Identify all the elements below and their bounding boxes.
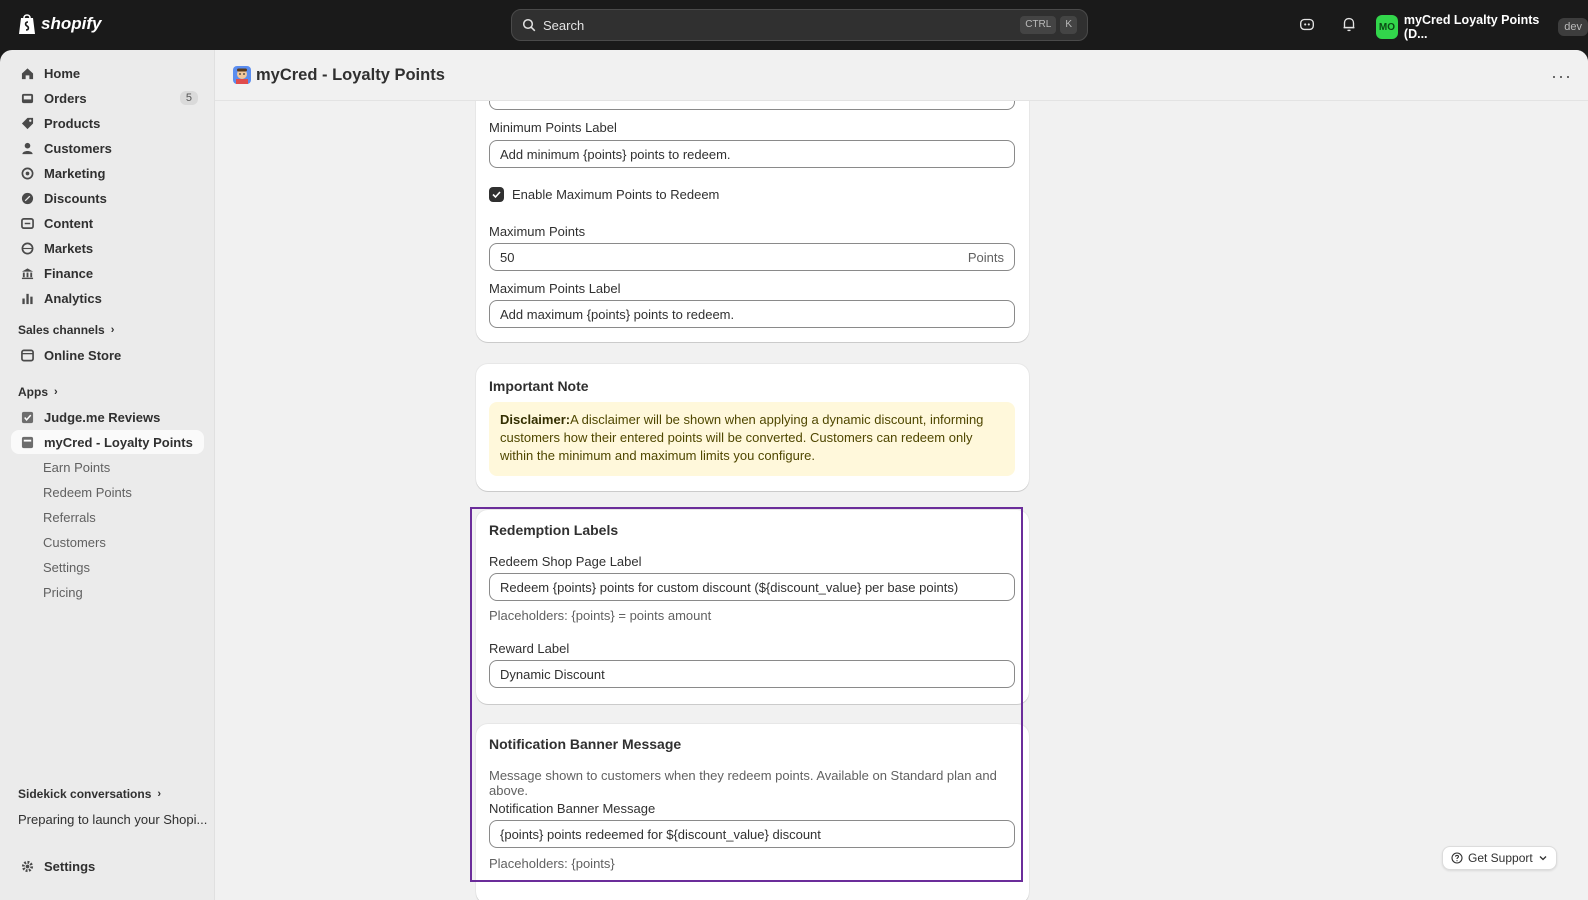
reward-label-input[interactable] (489, 660, 1015, 688)
shop-label-help: Placeholders: {points} = points amount (489, 608, 712, 623)
important-note-card (476, 364, 1029, 491)
sidebar (0, 50, 215, 900)
chevron-right-icon: › (110, 324, 115, 336)
subnav-referrals[interactable]: Referrals (43, 510, 96, 525)
chart-icon (20, 291, 34, 305)
person-icon (20, 141, 34, 155)
env-badge: dev (1558, 18, 1588, 36)
sidebar-item-label: Content (44, 215, 94, 231)
max-points-field-label: Maximum Points (489, 224, 586, 239)
target-icon (20, 166, 34, 180)
disclaimer-text: A disclaimer will be shown when applying a dynamic discount, informing customers how their entered points will be converted. Customers can redeem only within the minimum and maximum limits you configure. (500, 412, 984, 463)
sidebar-item-label: Analytics (44, 290, 102, 306)
search-icon (522, 18, 536, 32)
shopify-bag-icon (17, 12, 37, 36)
notification-banner-input[interactable] (489, 820, 1015, 848)
subnav-redeem-points[interactable]: Redeem Points (43, 485, 132, 500)
chevron-right-icon: › (54, 386, 58, 398)
card-title: Notification Banner Message (489, 736, 682, 752)
main-content (215, 50, 1588, 900)
notification-banner-card (476, 724, 1029, 900)
sidebar-item-discounts[interactable] (11, 186, 204, 210)
sidekick-icon[interactable] (1298, 15, 1318, 35)
sidebar-item-label: Judge.me Reviews (44, 409, 161, 425)
get-support-label: Get Support (1468, 851, 1533, 865)
sales-channels-header[interactable] (18, 323, 114, 337)
min-label-field-label: Minimum Points Label (489, 120, 617, 135)
home-icon (20, 66, 34, 80)
top-bar (0, 0, 1588, 50)
redemption-labels-card (476, 510, 1029, 704)
sidebar-item-label: Discounts (44, 190, 107, 206)
sidebar-item-marketing[interactable] (11, 161, 204, 185)
avatar: MO (1376, 15, 1398, 39)
sidekick-header[interactable] (18, 787, 161, 801)
page-header (215, 50, 1588, 101)
help-circle-icon (1451, 852, 1463, 864)
reward-label-field-label: Reward Label (489, 641, 570, 656)
subnav-earn-points[interactable]: Earn Points (43, 460, 111, 475)
limits-card (476, 78, 1029, 342)
store-icon (20, 348, 34, 362)
judgeme-icon (20, 410, 34, 424)
redeem-shop-label-input[interactable] (489, 573, 1015, 601)
sidebar-item-label: Home (44, 65, 81, 81)
page-title: myCred - Loyalty Points (256, 65, 445, 84)
store-menu[interactable] (1376, 13, 1588, 41)
input-value: {points} points redeemed for ${discount_value} discount (500, 826, 821, 842)
max-points-label-input[interactable] (489, 300, 1015, 328)
sidebar-item-label: Products (44, 115, 101, 131)
store-name: myCred Loyalty Points (D... (1403, 13, 1540, 41)
input-value: 50 (500, 249, 515, 265)
get-support-button[interactable] (1442, 846, 1557, 870)
sidebar-item-finance[interactable] (11, 261, 204, 285)
enable-max-checkbox[interactable] (489, 187, 504, 202)
disclaimer-bold: Disclaimer: (500, 412, 571, 427)
input-value: Add minimum {points} points to redeem. (500, 146, 731, 162)
orders-count-badge: 5 (180, 91, 198, 105)
ctrl-key: CTRL (1020, 16, 1056, 34)
apps-header[interactable] (18, 385, 58, 399)
max-label-field-label: Maximum Points Label (489, 281, 621, 296)
gear-icon (20, 859, 34, 873)
more-actions-icon[interactable]: ··· (1551, 66, 1572, 86)
card-title: Redemption Labels (489, 522, 619, 538)
sidebar-item-products[interactable] (11, 111, 204, 135)
banner-help: Placeholders: {points} (489, 856, 615, 871)
sidebar-item-label: Online Store (44, 347, 122, 363)
sidebar-item-analytics[interactable] (11, 286, 204, 310)
discount-icon (20, 191, 34, 205)
orders-icon (20, 91, 34, 105)
enable-max-label: Enable Maximum Points to Redeem (512, 187, 720, 202)
sidebar-item-label: Marketing (44, 165, 106, 181)
sidebar-item-online-store[interactable] (11, 343, 204, 367)
chevron-right-icon: › (157, 788, 162, 800)
input-value: Redeem {points} points for custom discount (${discount_value} per base points) (500, 579, 959, 595)
sidebar-item-settings[interactable] (11, 854, 204, 878)
subnav-customers[interactable]: Customers (43, 535, 106, 550)
sidebar-item-label: Customers (44, 140, 112, 156)
input-value: Dynamic Discount (500, 666, 605, 682)
search-placeholder: Search (543, 17, 585, 33)
bank-icon (20, 266, 34, 280)
sidekick-label: Sidekick conversations (18, 787, 152, 801)
content-icon (20, 216, 34, 230)
sidebar-item-label: myCred - Loyalty Points (44, 434, 193, 450)
sidebar-item-customers[interactable] (11, 136, 204, 160)
input-value: Add maximum {points} points to redeem. (500, 306, 735, 322)
sidebar-item-content[interactable] (11, 211, 204, 235)
chevron-down-icon (1538, 853, 1548, 863)
sidebar-item-label: Settings (44, 858, 96, 874)
sidebar-item-label: Markets (44, 240, 94, 256)
sidebar-item-label: Finance (44, 265, 94, 281)
min-points-label-input[interactable] (489, 140, 1015, 168)
search-bar[interactable] (511, 9, 1088, 41)
search-shortcut (1020, 16, 1077, 34)
input-suffix: Points (967, 249, 1004, 265)
checkmark-icon (491, 189, 502, 200)
sidebar-item-home[interactable] (11, 61, 204, 85)
subnav-settings[interactable]: Settings (43, 560, 90, 575)
subnav-pricing[interactable]: Pricing (43, 585, 83, 600)
logo-text: shopify (41, 14, 102, 33)
apps-label: Apps (18, 385, 48, 399)
sidebar-item-mycred[interactable] (11, 430, 204, 454)
k-key: K (1060, 16, 1077, 34)
shop-label-field-label: Redeem Shop Page Label (489, 554, 642, 569)
sidebar-item-orders[interactable] (11, 86, 204, 110)
sidebar-item-judgeme[interactable] (11, 405, 204, 429)
sales-channels-label: Sales channels (18, 323, 105, 337)
shopify-logo[interactable] (17, 12, 101, 36)
banner-description: Message shown to customers when they redeem points. Available on Standard plan and above. (489, 768, 997, 798)
sidekick-conversation-item[interactable]: Preparing to launch your Shopi... (18, 812, 208, 827)
bell-icon[interactable] (1340, 15, 1360, 35)
max-points-input[interactable] (489, 243, 1015, 271)
tag-icon (20, 116, 34, 130)
card-title: Important Note (489, 378, 589, 394)
globe-icon (20, 241, 34, 255)
mycred-avatar-icon (233, 66, 251, 84)
sidebar-item-markets[interactable] (11, 236, 204, 260)
banner-field-label: Notification Banner Message (489, 801, 656, 816)
sidebar-item-label: Orders (44, 90, 87, 106)
enable-max-checkbox-row[interactable] (489, 187, 719, 202)
disclaimer-banner (489, 402, 1015, 476)
mycred-app-icon (20, 435, 34, 449)
